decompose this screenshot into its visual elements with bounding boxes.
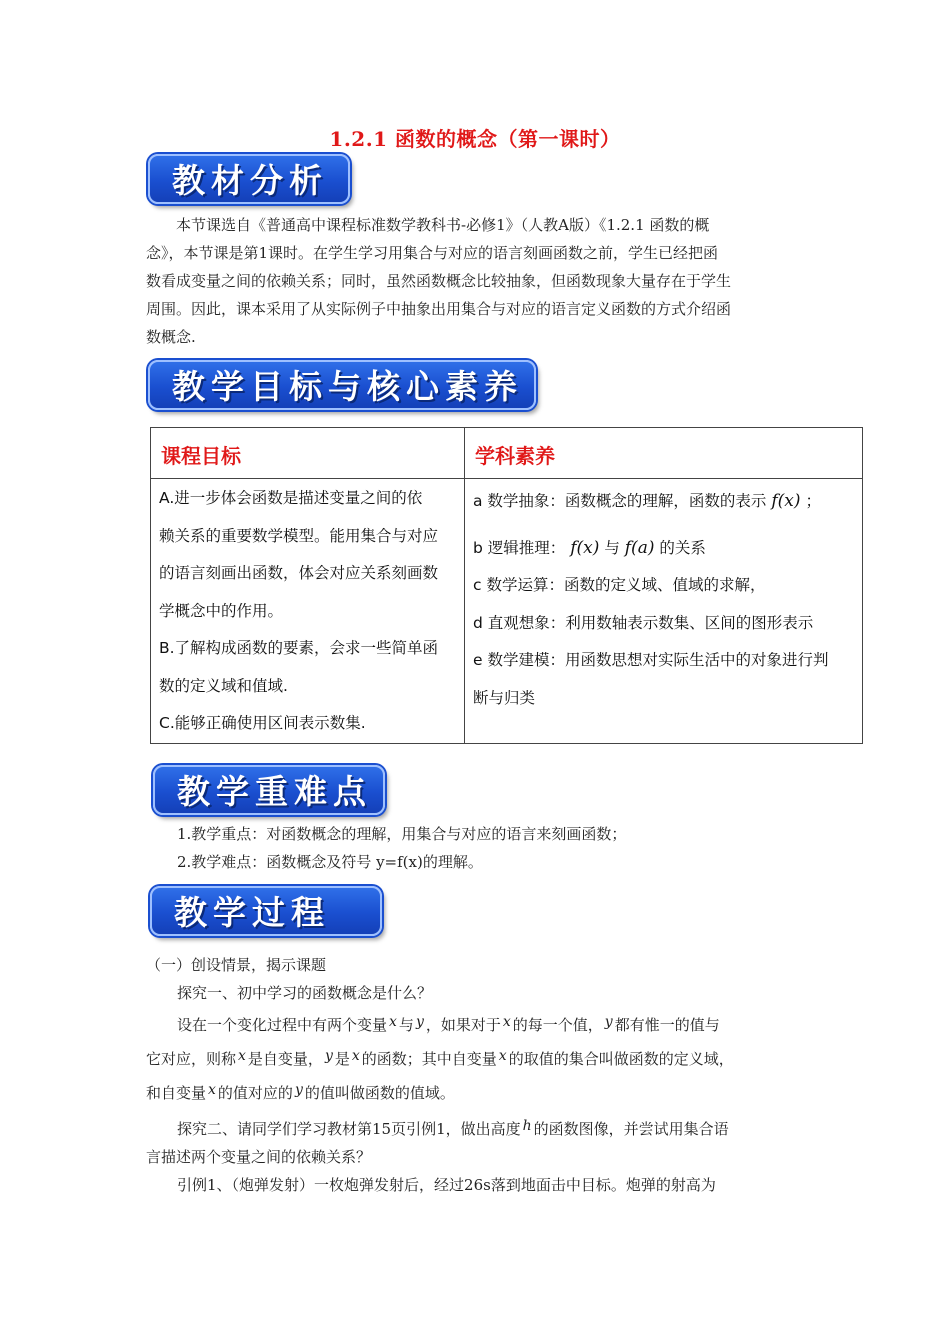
definition-line-1: 设在一个变化过程中有两个变量 x 与 y ，如果对于 x 的每一个值， y 都有惟一的值与 [177,1014,720,1034]
goals-table [150,427,863,744]
analysis-paragraph [146,211,826,351]
goal-line: A.进一步体会函数是描述变量之间的依 [159,489,423,507]
goal-line: 的语言刻画出函数，体会对应关系刻画数 [159,564,439,582]
analysis-line: 念》，本节课是第1课时。在学生学习用集合与对应的语言刻画函数之前，学生已经把函 [146,244,719,262]
table-header-literacy: 学科素养 [465,428,863,479]
section-banner-key-points: 教学重难点 [153,765,385,815]
literacy-cell [465,479,863,744]
section-banner-process: 教学过程 [150,886,382,936]
explore-two-line-1: 探究二、请同学们学习教材第15页引例1，做出高度 h 的函数图像，并尝试用集合语 [177,1118,729,1138]
key-point-item: 1.教学重点：对函数概念的理解，用集合与对应的语言来刻画函数； [177,825,627,843]
literacy-line-c: c 数学运算：函数的定义域、值域的求解， [473,576,766,594]
course-goals-cell [151,479,465,744]
definition-line-3: 和自变量 x 的值对应的 y 的值叫做函数的值域。 [146,1082,455,1102]
key-point-item: 2.教学难点：函数概念及符号 y=f(x)的理解。 [177,853,483,871]
section-banner-goals: 教学目标与核心素养 [148,360,536,410]
definition-line-2: 它对应，则称 x 是自变量， y 是 x 的函数；其中自变量 x 的取值的集合叫做函数的定义域， [146,1048,734,1068]
goal-line: 赖关系的重要数学模型。能用集合与对应 [159,526,439,545]
literacy-line-a: a 数学抽象：函数概念的理解，函数的表示 f(x) ； [473,491,821,511]
analysis-line: 数概念. [146,328,196,346]
goal-line: B.了解构成函数的要素，会求一些简单函 [159,639,439,657]
table-header-course-goals: 课程目标 [151,428,465,479]
math-fx: f(x) [771,491,801,511]
literacy-line-b: b 逻辑推理： f(x) 与 f(a) 的关系 [473,537,706,558]
explore-one: 探究一、初中学习的函数概念是什么？ [177,984,433,1002]
section-banner-analysis: 教材分析 [148,154,350,204]
example-one: 引例1、（炮弹发射）一枚炮弹发射后，经过26s落到地面击中目标。炮弹的射高为 [177,1176,716,1194]
explore-two-line-2: 言描述两个变量之间的依赖关系？ [146,1148,372,1166]
document-title: 1.2.1 函数的概念（第一课时） [329,127,621,151]
analysis-line: 周围。因此，课本采用了从实际例子中抽象出用集合与对应的语言定义函数的方式介绍函 [146,300,732,318]
math-fa: f(a) [624,537,655,558]
goal-line: 数的定义域和值域. [159,676,288,695]
literacy-line-e: e 数学建模：用函数思想对实际生活中的对象进行判 [473,651,829,669]
goal-line: C.能够正确使用区间表示数集. [159,714,366,732]
goal-line: 学概念中的作用。 [159,601,284,620]
key-points-list [177,820,877,876]
process-step-heading: （一）创设情景，揭示课题 [146,956,327,974]
literacy-line-e2: 断与归类 [473,688,536,707]
analysis-line: 数看成变量之间的依赖关系；同时，虽然函数概念比较抽象，但函数现象大量存在于学生 [146,272,732,290]
literacy-line-d: d 直观想象：利用数轴表示数集、区间的图形表示 [473,613,814,632]
analysis-line: 本节课选自《普通高中课程标准数学教科书-必修1》（人教A版）《1.2.1 函数的概 [176,216,710,234]
math-fx: f(x) [570,537,600,558]
